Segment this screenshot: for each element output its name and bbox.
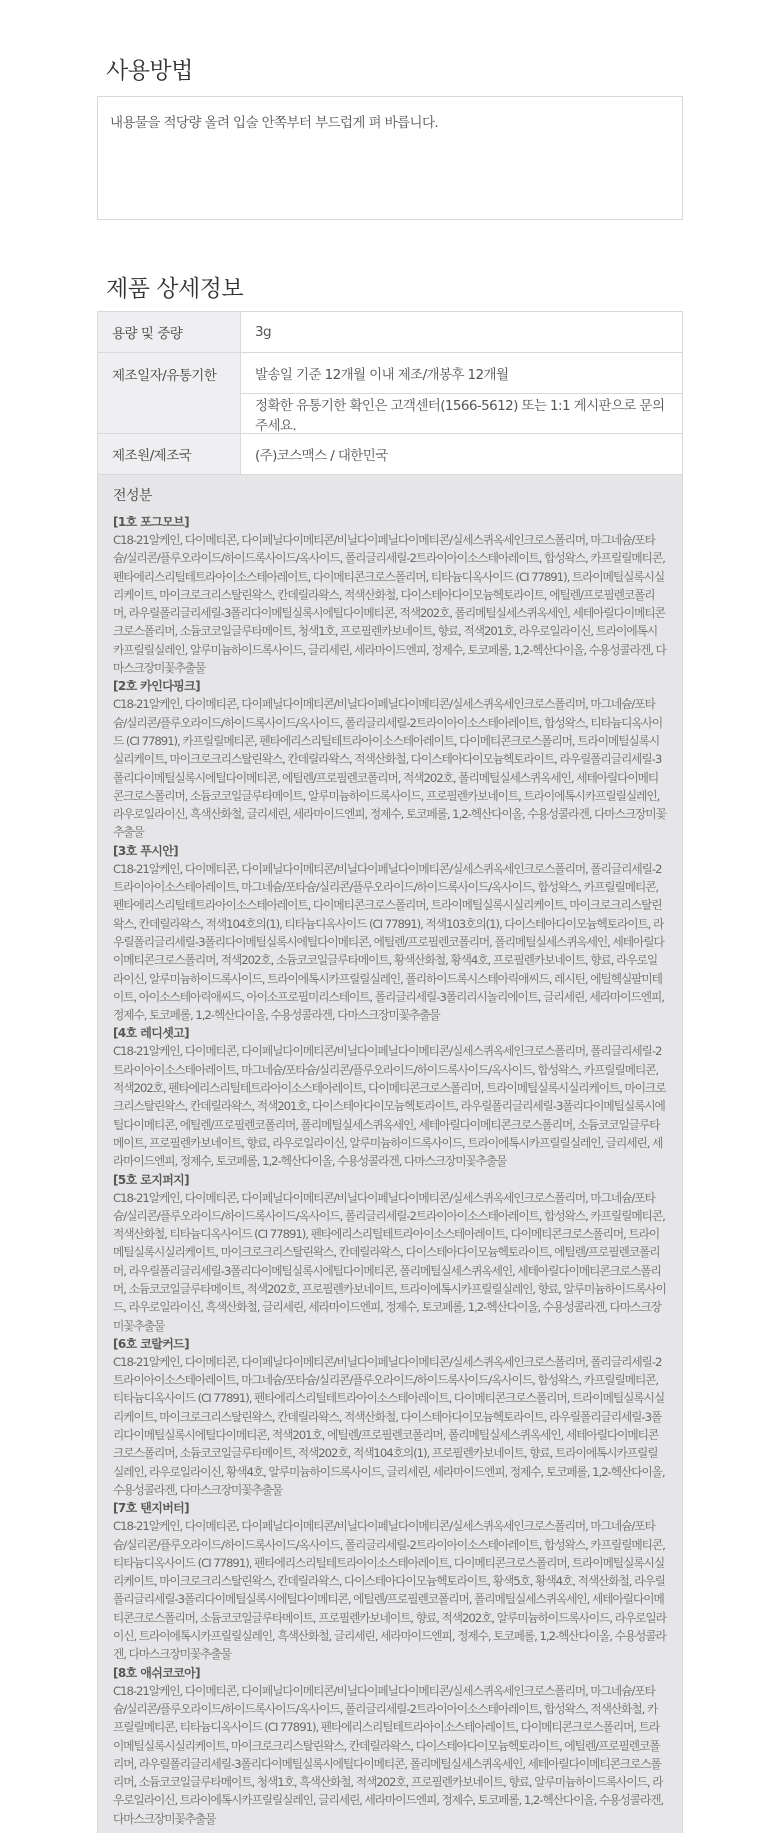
expiry-note: 정확한 유통기한 확인은 고객센터(1566-5612) 또는 1:1 게시판으로 문의주세요. [241, 393, 682, 433]
ingredient-group [113, 513, 667, 677]
ingredients-panel [98, 475, 682, 1833]
ingredient-shade-name: [5호 로지퍼지] [113, 1172, 190, 1187]
usage-instructions-text: 내용물을 적당량 올려 입술 안쪽부터 부드럽게 펴 바릅니다. [110, 115, 439, 131]
usage-section-title: 사용방법 [106, 58, 193, 84]
manufacturer-label: 제조원/제조국 [98, 434, 241, 474]
ingredient-list: C18-21알케인, 다이메티콘, 다이페닐다이메티콘/비닐다이페닐다이메티콘/실세스퀴옥세인크로스폴리머, 폴리글리세릴-2트라이아이소스테아레이트, 마그네슘/포타슘/실리콘/플루오라이드/하이드록사이드/옥사이드, 합성왁스, 카프릴릴메티콘, 펜타에리스리틸테트라아이소스테아레이트, 다이메티콘크로스폴리머, 트라이메틸실록시실리케이트, 마이크로크리스탈린왁스, 칸데릴라왁스, 적색104호의(1), 티타늄디옥사이드 (CI 77891), 적색103호의(1), 다이스테아다이모늄헥토라이트, 라우릴폴리글리세릴-3폴리다이메틸실록시에틸다이메티콘, 에틸렌/프로필렌코폴리머, 폴리메틸실세스퀴옥세인, 세테아릴다이메티콘크로스폴리머, 적색202호, 소듐코코일글루타메이트, 황색산화철, 황색4호, 프로필렌카보네이트, 향료, 라우로일라이신, 알루미늄하이드록사이드, 트라이에톡시카프릴릴실레인, 폴리하이드록시스테아릭애씨드, 레시틴, 에틸헥실팔미테이트, 아이소스테아릭애씨드, 아이소프로필미리스테이트, 폴리글리세릴-3폴리리시놀리에이트, 글리세린, 세라마이드엔피, 정제수, 토코페롤, 1,2-헥산다이올, 수용성콜라겐, 다마스크장미꽃추출물 [113, 861, 664, 1023]
ingredient-group [113, 1664, 667, 1828]
volume-row [98, 312, 682, 353]
ingredient-shade-name: [3호 푸시안] [113, 843, 179, 858]
ingredient-group [113, 1335, 667, 1499]
ingredient-shade-name: [6호 코랄커드] [113, 1336, 190, 1351]
ingredient-list: C18-21알케인, 다이메티콘, 다이페닐다이메티콘/비닐다이페닐다이메티콘/실세스퀴옥세인크로스폴리머, 마그네슘/포타슘/실리콘/플루오라이드/하이드록사이드/옥사이드, 폴리글리세릴-2트라이아이소스테아레이트, 합성왁스, 카프릴릴메티콘, 펜타에리스리틸테트라아이소스테아레이트, 다이메티콘크로스폴리머, 티타늄디옥사이드 (CI 77891), 트라이메틸실록시실리케이트, 마이크로크리스탈린왁스, 칸데릴라왁스, 적색산화철, 다이스테아다이모늄헥토라이트, 에틸렌/프로필렌코폴리머, 라우릴폴리글리세릴-3폴리다이메틸실록시에틸다이메티콘, 적색202호, 폴리메틸실세스퀴옥세인, 세테아릴다이메티콘크로스폴리머, 소듐코코일글루타메이트, 청색1호, 프로필렌카보네이트, 향료, 적색201호, 라우로일라이신, 트라이에톡시카프릴릴실레인, 알루미늄하이드록사이드, 글리세린, 세라마이드엔피, 정제수, 토코페롤, 1,2-헥산다이올, 수용성콜라겐, 다마스크장미꽃추출물 [113, 533, 666, 676]
ingredient-shade-name: [4호 레디셋고] [113, 1026, 190, 1041]
detail-section-title: 제품 상세정보 [106, 276, 244, 302]
ingredient-group [113, 677, 667, 841]
ingredient-group [113, 842, 667, 1025]
ingredient-group [113, 1171, 667, 1335]
ingredient-shade-name: [7호 탠지버터] [113, 1501, 190, 1516]
expiry-label: 제조일자/유통기한 [98, 353, 241, 433]
expiry-row [98, 353, 682, 434]
ingredient-shade-name: [2호 카인다핑크] [113, 679, 201, 694]
ingredient-shade-name: [8호 애쉬코코아] [113, 1665, 201, 1680]
ingredients-title: 전성분 [113, 488, 153, 504]
ingredient-list: C18-21알케인, 다이메티콘, 다이페닐다이메티콘/비닐다이페닐다이메티콘/실세스퀴옥세인크로스폴리머, 폴리글리세릴-2트라이아이소스테아레이트, 마그네슘/포타슘/실리콘/플루오라이드/하이드록사이드/옥사이드, 합성왁스, 카프릴릴메티콘, 적색202호, 펜타에리스리틸테트라아이소스테아레이트, 다이메티콘크로스폴리머, 트라이메틸실록시실리케이트, 마이크로크리스탈린왁스, 칸데릴라왁스, 적색201호, 다이스테아다이모늄헥토라이트, 라우릴폴리글리세릴-3폴리다이메틸실록시에틸다이메티콘, 에틸렌/프로필렌코폴리머, 폴리메틸실세스퀴옥세인, 세테아릴다이메티콘크로스폴리머, 소듐코코일글루타메이트, 프로필렌카보네이트, 향료, 라우로일라이신, 알루미늄하이드록사이드, 트라이에톡시카프릴릴실레인, 글리세린, 세라마이드엔피, 정제수, 토코페롤, 1,2-헥산다이올, 수용성콜라겐, 다마스크장미꽃추출물 [113, 1044, 666, 1169]
ingredient-list: C18-21알케인, 다이메티콘, 다이페닐다이메티콘/비닐다이페닐다이메티콘/실세스퀴옥세인크로스폴리머, 마그네슘/포타슘/실리콘/플루오라이드/하이드록사이드/옥사이드, 폴리글리세릴-2트라이아이소스테아레이트, 합성왁스, 카프릴릴메티콘, 적색산화철, 티타늄디옥사이드 (CI 77891), 펜타에리스리틸테트라아이소스테아레이트, 다이메티콘크로스폴리머, 트라이메틸실록시실리케이트, 마이크로크리스탈린왁스, 칸데릴라왁스, 다이스테아다이모늄헥토라이트, 에틸렌/프로필렌코폴리머, 라우릴폴리글리세릴-3폴리다이메틸실록시에틸다이메티콘, 폴리메틸실세스퀴옥세인, 세테아릴다이메티콘크로스폴리머, 소듐코코일글루타메이트, 적색202호, 프로필렌카보네이트, 트라이에톡시카프릴릴실레인, 향료, 알루미늄하이드록사이드, 라우로일라이신, 흑색산화철, 글리세린, 세라마이드엔피, 정제수, 토코페롤, 1,2-헥산다이올, 수용성콜라겐, 다마스크장미꽃추출물 [113, 1190, 666, 1333]
ingredient-list: C18-21알케인, 다이메티콘, 다이페닐다이메티콘/비닐다이페닐다이메티콘/실세스퀴옥세인크로스폴리머, 마그네슘/포타슘/실리콘/플루오라이드/하이드록사이드/옥사이드, 폴리글리세릴-2트라이아이소스테아레이트, 합성왁스, 티타늄디옥사이드 (CI 77891), 카프릴릴메티콘, 펜타에리스리틸테트라아이소스테아레이트, 다이메티콘크로스폴리머, 트라이메틸실록시실리케이트, 마이크로크리스탈린왁스, 칸데릴라왁스, 적색산화철, 다이스테아다이모늄헥토라이트, 라우릴폴리글리세릴-3폴리다이메틸실록시에틸다이메티콘, 에틸렌/프로필렌코폴리머, 적색202호, 폴리메틸실세스퀴옥세인, 세테아릴다이메티콘크로스폴리머, 소듐코코일글루타메이트, 알루미늄하이드록사이드, 프로필렌카보네이트, 트라이에톡시카프릴릴실레인, 라우로일라이신, 흑색산화철, 글리세린, 세라마이드엔피, 정제수, 토코페롤, 1,2-헥산다이올, 수용성콜라겐, 다마스크장미꽃추출물 [113, 697, 666, 840]
volume-value: 3g [255, 324, 271, 340]
ingredient-list: C18-21알케인, 다이메티콘, 다이페닐다이메티콘/비닐다이페닐다이메티콘/실세스퀴옥세인크로스폴리머, 마그네슘/포타슘/실리콘/플루오라이드/하이드록사이드/옥사이드, 폴리글리세릴-2트라이아이소스테아레이트, 합성왁스, 적색산화철, 카프릴릴메티콘, 티타늄디옥사이드 (CI 77891), 펜타에리스리틸테트라아이소스테아레이트, 다이메티콘크로스폴리머, 트라이메틸실록시실리케이트, 마이크로크리스탈린왁스, 칸데릴라왁스, 다이스테아다이모늄헥토라이트, 에틸렌/프로필렌코폴리머, 라우릴폴리글리세릴-3폴리다이메틸실록시에틸다이메티콘, 폴리메틸실세스퀴옥세인, 세테아릴다이메티콘크로스폴리머, 소듐코코일글루타메이트, 청색1호, 흑색산화철, 적색202호, 프로필렌카보네이트, 향료, 알루미늄하이드록사이드, 라우로일라이신, 트라이에톡시카프릴릴실레인, 글리세린, 세라마이드엔피, 정제수, 토코페롤, 1,2-헥산다이올, 수용성콜라겐, 다마스크장미꽃추출물 [113, 1683, 664, 1826]
usage-instructions-box [97, 96, 683, 220]
ingredient-group [113, 1024, 667, 1170]
ingredient-shade-name: [1호 포그모브] [113, 515, 190, 529]
expiry-value: 발송일 기준 12개월 이내 제조/개봉후 12개월 [255, 367, 509, 383]
ingredient-group [113, 1499, 667, 1663]
manufacturer-row [98, 434, 682, 475]
manufacturer-value: (주)코스맥스 / 대한민국 [255, 448, 388, 464]
ingredient-list: C18-21알케인, 다이메티콘, 다이페닐다이메티콘/비닐다이페닐다이메티콘/실세스퀴옥세인크로스폴리머, 마그네슘/포타슘/실리콘/플루오라이드/하이드록사이드/옥사이드, 폴리글리세릴-2트라이아이소스테아레이트, 합성왁스, 카프릴릴메티콘, 티타늄디옥사이드 (CI 77891), 펜타에리스리틸테트라아이소스테아레이트, 다이메티콘크로스폴리머, 트라이메틸실록시실리케이트, 마이크로크리스탈린왁스, 칸데릴라왁스, 다이스테아다이모늄헥토라이트, 황색5호, 황색4호, 적색산화철, 라우릴폴리글리세릴-3폴리다이메틸실록시에틸다이메티콘, 에틸렌/프로필렌코폴리머, 폴리메틸실세스퀴옥세인, 세테아릴다이메티콘크로스폴리머, 소듐코코일글루타메이트, 프로필렌카보네이트, 향료, 적색202호, 알루미늄하이드록사이드, 라우로일라이신, 트라이에톡시카프릴릴실레인, 흑색산화철, 글리세린, 세라마이드엔피, 정제수, 토코페롤, 1,2-헥산다이올, 수용성콜라겐, 다마스크장미꽃추출물 [113, 1519, 666, 1662]
product-detail-table [97, 311, 683, 1833]
ingredient-list: C18-21알케인, 다이메티콘, 다이페닐다이메티콘/비닐다이페닐다이메티콘/실세스퀴옥세인크로스폴리머, 폴리글리세릴-2트라이아이소스테아레이트, 마그네슘/포타슘/실리콘/플루오라이드/하이드록사이드/옥사이드, 합성왁스, 카프릴릴메티콘, 티타늄디옥사이드 (CI 77891), 펜타에리스리틸테트라아이소스테아레이트, 다이메티콘크로스폴리머, 트라이메틸실록시실리케이트, 마이크로크리스탈린왁스, 칸데릴라왁스, 적색산화철, 다이스테아다이모늄헥토라이트, 라우릴폴리글리세릴-3폴리다이메틸실록시에틸다이메티콘, 적색201호, 에틸렌/프로필렌코폴리머, 폴리메틸실세스퀴옥세인, 세테아릴다이메티콘크로스폴리머, 소듐코코일글루타메이트, 적색202호, 적색104호의(1), 프로필렌카보네이트, 향료, 트라이에톡시카프릴릴실레인, 라우로일라이신, 황색4호, 알루미늄하이드록사이드, 글리세린, 세라마이드엔피, 정제수, 토코페롤, 1,2-헥산다이올, 수용성콜라겐, 다마스크장미꽃추출물 [113, 1354, 665, 1497]
volume-label: 용량 및 중량 [98, 312, 241, 352]
